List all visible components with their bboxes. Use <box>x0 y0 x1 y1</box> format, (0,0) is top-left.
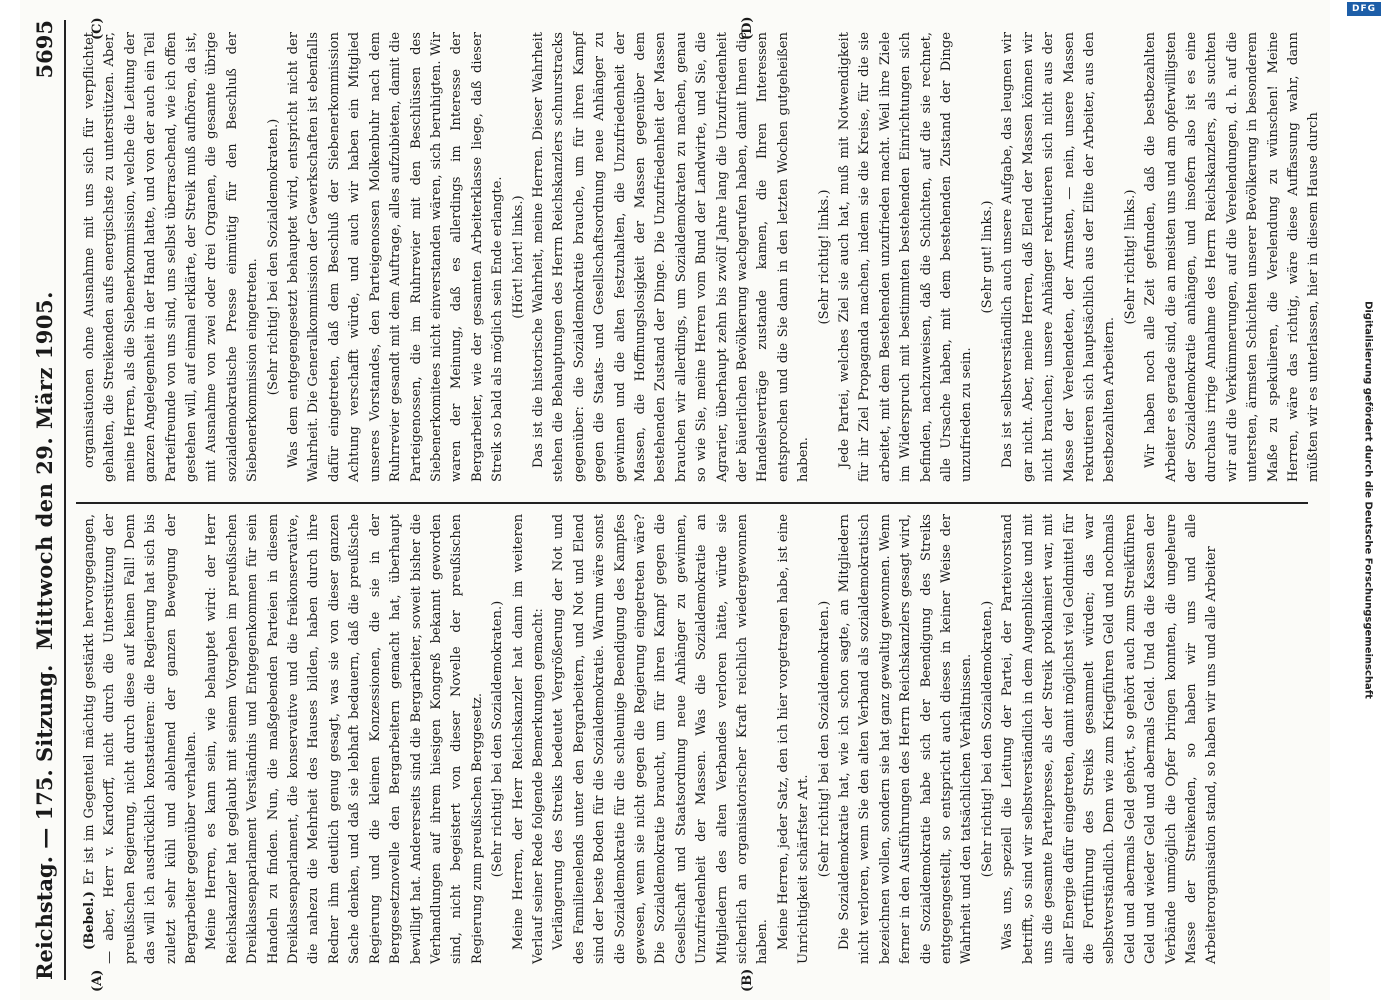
paragraph <box>284 32 508 482</box>
page-number: 5695 <box>32 20 57 79</box>
paragraph-text: (Sehr richtig! bei den Sozialdemokraten.) <box>816 600 832 878</box>
header-left: Reichstag. — 175. Sitzung. <box>32 664 57 980</box>
paragraph <box>509 514 550 964</box>
paragraph <box>998 32 1120 482</box>
paragraph-text: Die Sozialdemokratie hat, wie ich schon sagte, an Mitgliedern nicht verloren, wenn Sie den alten Verband als sozialdemokratisch bezeichnen wollen, sondern sie hat ganz gewaltig gewonnen. Wenn ferner in den Ausführungen des Herrn Reichskanzlers gesagt wird, die Sozialdemokratie habe sich der Beendigung des Streiks entgegengestellt, so entspricht auch dieses in keiner Weise der Wahrheit und den tatsächlichen Verhältnissen. <box>837 514 975 964</box>
header-date: Mittwoch den 29. März 1905. <box>32 291 57 650</box>
paragraph <box>80 32 264 482</box>
column-divider <box>76 502 1308 504</box>
paragraph <box>529 32 815 482</box>
paragraph-text: Verlängerung des Streiks bedeutet Vergrößerung der Not und des Familienelends unter den Bergarbeitern, und Not und Elend sind der beste Boden für die Sozialdemokratie. Warum wäre sonst die Sozialdemokratie für die schleunige Beendigung des Kampfes gewesen, wenn sie nicht gegen die Regierung eingetreten wäre? Die Sozialdemokratie braucht, um für ihren Kampf gegen die Gesellschaft und Staatsordnung neue Anhänger zu gewinnen, Unzufriedenheit der Massen. Was die Sozialdemokratie an Mitgliedern des alten Verbandes verloren hätte, würde sie sicherlich an organisatorischer Kraft reichlich wiedergewonnen haben. <box>551 514 771 964</box>
paragraph <box>774 514 815 964</box>
interjection <box>264 32 284 482</box>
paragraph-text: (Sehr richtig! bei den Sozialdemokraten.) <box>490 600 506 878</box>
interjection <box>815 514 835 964</box>
paragraph-text: Was uns, speziell die Leitung der Partei, der Parteivorstand betrifft, so sind wir selbstverständlich in dem Augenblicke und mit uns die gesamte Parteipresse, als der Streik proklamiert war, mit aller Energie dafür eingetreten, damit möglichst viel Geldmittel für die Fortführung des Streiks gesammelt würden; das war selbstverständlich. Denn wie zum Kriegführen Geld und nochmals Geld und abermals Geld gehört, so gehört auch zum Streikführen Geld und wieder Geld und abermals Geld. Und da die Kassen der Verbände unmöglich die Opfer bringen konnten, die ungeheure Masse der Streikenden, so haben wir uns und alle Arbeiterorganisation stand, so haben wir uns und alle Arbeiter <box>1000 514 1220 964</box>
paragraph-text: Er ist im Gegenteil mächtig gestärkt hervorgegangen, — aber, Herr v. Kardorff, nicht durch die Unterstützung der preußischen Regierung, nicht durch diese auf keinen Fall! Denn das will ich ausdrücklich konstatieren: die Regierung hat sich bis zuletzt sehr kühl und ablehnend der ganzen Bewegung der Bergarbeiter gegenüber verhalten. <box>82 514 200 964</box>
marker-c: (C) <box>90 17 105 40</box>
interjection <box>815 32 835 482</box>
paragraph <box>835 514 978 964</box>
paragraph-text: (Sehr gut! links.) <box>979 200 995 314</box>
paragraph-text: (Hört! hört! links.) <box>510 195 526 319</box>
paragraph <box>1141 32 1325 482</box>
marker-d: (D) <box>740 16 755 40</box>
paragraph-text: organisationen ohne Ausnahme mit uns sich für verpflichtet gehalten, die Streikenden aufs energischste zu unterstützen. Aber, meine Herren, als die Siebenerkommission, welche die Leitung der ganzen Angelegenheit in der Hand hatte, und von der auch ein Teil Parteifreunde von uns sind, uns selbst überraschend, wie ich offen gestehen will, auf einmal erklärte, der Streik muß aufhören, da ist, mit Ausnahme von zwei oder drei Organen, die gesamte übrige sozialdemokratische Presse einmütig für den Beschluß der Siebenerkommission eingetreten. <box>82 32 261 482</box>
interjection <box>978 32 998 482</box>
paragraph-text: (Sehr richtig! bei den Sozialdemokraten.) <box>265 118 281 396</box>
paragraph <box>202 514 488 964</box>
paragraph <box>549 514 773 964</box>
paragraph <box>835 32 978 482</box>
interjection <box>1121 32 1141 482</box>
paragraph-text: (Sehr richtig! links.) <box>1122 189 1138 325</box>
left-column <box>80 514 1312 964</box>
dfg-logo: DFG <box>1347 2 1381 16</box>
paragraph-text: Wir haben noch alle Zeit gefunden, daß die bestbezahlten Arbeiter es gerade sind, die an meisten uns und am opferwilligsten der Sozialdemokratie anhängen, und insofern also ist es eine durchaus irrige Annahme des Herrn Reichskanzlers, als suchten wir auf die Verkümmerungen, auf die Verelendungen, d. h. auf die untersten, ärmsten Schichten unserer Bevölkerung in besonderem Maße zu spekulieren, die Verelendung zu wünschen! Meine Herren, wäre das richtig, wäre diese Auffassung wahr, dann müßten wir es unterlassen, hier in diesem Hause durch <box>1143 32 1322 482</box>
right-column <box>80 31 1322 482</box>
paragraph-text: (Sehr richtig! bei den Sozialdemokraten.) <box>979 600 995 878</box>
page-header <box>28 20 66 980</box>
page-rotated <box>20 0 1330 1000</box>
paragraph-text: Meine Herren, der Herr Reichskanzler hat dann im weiteren Verlauf seiner Rede folgende Bemerkungen gemacht: <box>510 514 546 964</box>
marker-a: (A) <box>90 969 105 992</box>
paragraph-text: Was dem entgegengesetzt behauptet wird, entspricht nicht der Wahrheit. Die Generalkommission der Gewerkschaften ist ebenfalls dafür eingetreten, daß dem Beschluß der Siebenerkommission Achtung verschafft würde, und auch wir haben ein Mitglied unseres Vorstandes, den Parteigenossen Molkenbuhr nach dem Ruhrrevier gesandt mit dem Auftrage, alles aufzubieten, damit die Parteigenossen, die im Ruhrrevier mit den Beschlüssen des Siebenerkomitees nicht einverstanden wären, sich beruhigten. Wir waren der Meinung, daß es allerdings im Interesse der Bergarbeiter, wie der gesamten Arbeiterklasse liege, daß dieser Streik so bald als möglich sein Ende erlangte. <box>286 31 506 482</box>
interjection <box>978 514 998 964</box>
paragraph <box>998 514 1222 964</box>
marker-b: (B) <box>740 968 755 992</box>
paragraph <box>80 514 202 964</box>
interjection <box>488 514 508 964</box>
paragraph-text: (Sehr richtig! links.) <box>816 189 832 325</box>
paragraph-text: Meine Herren, es kann sein, wie behauptet wird: der Herr Reichskanzler hat geglaubt mit seinem Vorgehen im preußischen Dreiklassenparlament Verständnis und Entgegenkommen für sein Handeln zu finden. Nun, die maßgebenden Parteien in diesem Dreiklassenparlament, die konservative und die freikonservative, die nahezu die Mehrheit des Hauses bilden, haben durch ihre Redner ihm deutlich genug gesagt, was sie von dieser ganzen Sache denken, und daß sie lebhaft bedauern, daß die preußische Regierung und die kleinen Konzessionen, die sie in der Berggesetznovelle den Bergarbeitern gemacht hat, überhaupt bewilligt hat. Andererseits sind die Bergarbeiter, soweit bisher die Verhandlungen auf ihrem hiesigen Kongreß bekannt geworden sind, nicht begeistert von dieser Novelle der preußischen Regierung zum preußischen Berggesetz. <box>204 514 485 964</box>
paragraph-text: Jede Partei, welches Ziel sie auch hat, muß mit Notwendigkeit für ihr Ziel Propaganda machen, indem sie die Kreise, für die sie arbeitet, mit dem Bestehenden unzufrieden macht. Weil ihre Ziele im Widerspruch mit bestimmten bestehenden Einrichtungen sich befinden, nachzuweisen, daß die Schichten, auf die sie rechnet, alle Ursache haben, mit dem bestehenden Zustand der Dinge unzufrieden zu sein. <box>837 32 975 482</box>
paragraph-text: Meine Herren, jeder Satz, den ich hier vorgetragen habe, ist eine Unrichtigkeit schärfster Art. <box>775 513 812 964</box>
digitization-note: Digitalisierung gefördert durch die Deutsche Forschungsgemeinschaft <box>1362 301 1374 699</box>
paragraph-text: Das ist selbstverständlich auch unsere Aufgabe, das leugnen wir gar nicht. Aber, meine Herren, daß Elend der Massen können wir nicht brauchen; unsere Anhänger rekrutieren sich nicht aus der Masse der Verelendeten, der Armsten, — nein, unsere Massen rekrutieren sich hauptsächlich aus der Elite der Arbeiter, aus den bestbezahlten Arbeitern. <box>1000 32 1118 482</box>
interjection <box>509 32 529 482</box>
speaker-label: (Bebel.) <box>82 884 97 950</box>
paragraph-text: Das ist die historische Wahrheit, meine Herren. Dieser Wahrheit stehen die Behauptungen des Herrn Reichskanzlers schnurstracks gegenüber: die Sozialdemokratie brauche, um für ihren Kampf gegen die Staats- und Gesellschaftsordnung neue Anhänger zu gewinnen und die alten festzuhalten, die Unzufriedenheit der Massen, die Hoffnungslosigkeit der Massen gegenüber dem bestehenden Zustand der Dinge. Die Unzufriedenheit der Massen brauchen wir allerdings, um Sozialdemokraten zu machen, genau so wie Sie, meine Herren vom Bund der Landwirte, und Sie, die Agrarier, überhaupt zehn bis zwölf Jahre lang die Unzufriedenheit der bäuerlichen Bevölkerung wachgerufen haben, damit Ihnen die Handelsverträge zustande kamen, die Ihren Interessen entsprochen und die Sie dann in den letzten Wochen gutgeheißen haben. <box>530 32 812 482</box>
